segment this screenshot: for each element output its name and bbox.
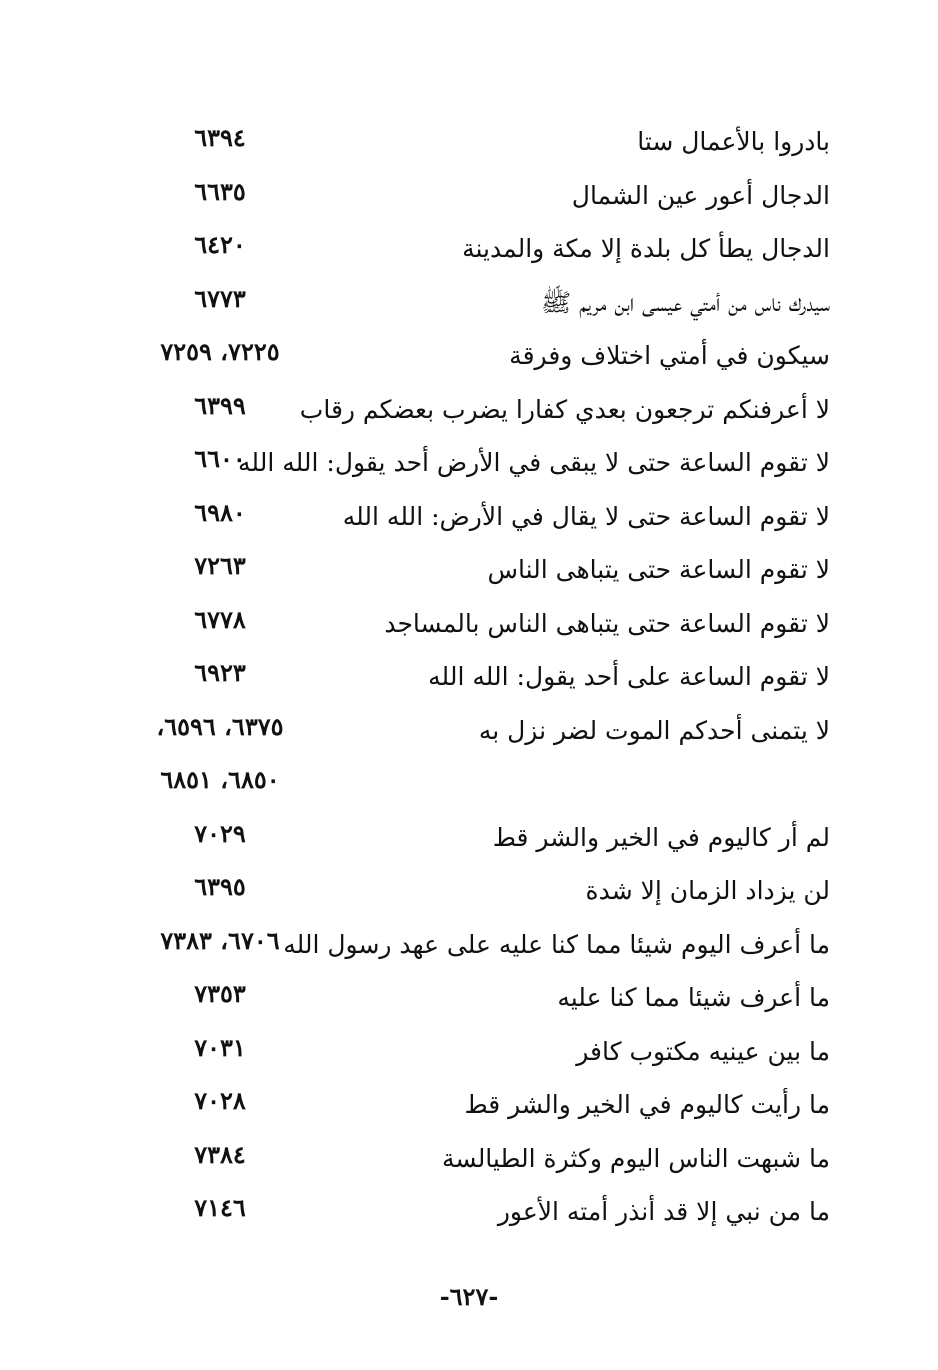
hadith-reference-numbers: ٦٣٩٤: [194, 123, 246, 152]
hadith-reference-numbers: ٧٠٢٨: [194, 1086, 246, 1115]
hadith-reference-numbers: ٧٣٨٤: [194, 1139, 246, 1169]
hadith-reference-numbers: ٧٠٣١: [194, 1032, 246, 1062]
index-entry: [0, 972, 938, 1026]
index-entry: [0, 919, 938, 973]
index-entry: [0, 491, 938, 545]
index-entry-continuation: [0, 758, 938, 812]
hadith-reference-numbers: ٦٣٩٥: [194, 872, 246, 901]
index-entry: [0, 384, 938, 438]
hadith-text: لن يزداد الزمان إلا شدة: [585, 876, 830, 905]
hadith-reference-numbers: ٦٧٧٨: [194, 604, 246, 634]
hadith-text: سيكون في أمتي اختلاف وفرقة: [509, 341, 830, 370]
hadith-text: الدجال يطأ كل بلدة إلا مكة والمدينة: [462, 234, 830, 263]
index-entry: [0, 598, 938, 652]
hadith-text: لم أر كاليوم في الخير والشر قط: [492, 822, 830, 852]
index-entry: [0, 116, 938, 170]
hadith-text: بادروا بالأعمال ستا: [637, 127, 830, 156]
hadith-reference-numbers: ٦٣٧٥، ٦٥٩٦،: [156, 711, 284, 741]
index-entry: [0, 1026, 938, 1080]
hadith-text: ما رأيت كاليوم في الخير والشر قط: [464, 1090, 830, 1119]
index-entry: [0, 330, 938, 384]
index-entry: [0, 544, 938, 598]
index-entry: [0, 223, 938, 277]
hadith-reference-numbers: ٧٢٢٥، ٧٢٥٩: [160, 337, 280, 366]
index-entry: [0, 277, 938, 331]
index-entry: [0, 170, 938, 224]
hadith-text: الدجال أعور عين الشمال: [571, 180, 830, 210]
index-entry: [0, 651, 938, 705]
hadith-text: ما أعرف شيئا مما كنا عليه: [557, 983, 830, 1012]
hadith-text: ما شبهت الناس اليوم وكثرة الطيالسة: [441, 1143, 830, 1173]
hadith-text: لا تقوم الساعة حتى لا يقال في الأرض: الله الله: [342, 501, 830, 531]
hadith-text: سيدرك ناس من أمتي عيسى ابن مريم ﷺ: [541, 287, 830, 317]
hadith-text: لا تقوم الساعة حتى يتباهى الناس: [487, 555, 830, 584]
index-entry: [0, 437, 938, 491]
hadith-index-list: [0, 116, 938, 1240]
hadith-reference-numbers: ٦٨٥٠، ٦٨٥١: [160, 765, 280, 794]
index-entry: [0, 705, 938, 759]
hadith-reference-numbers: ٦٧٠٦، ٧٣٨٣: [160, 925, 280, 955]
index-entry: [0, 865, 938, 919]
hadith-reference-numbers: ٧٢٦٣: [194, 551, 246, 580]
hadith-reference-numbers: ٦٩٢٣: [194, 658, 246, 687]
index-entry: [0, 812, 938, 866]
page-number: -٦٢٧-: [439, 1282, 499, 1311]
hadith-reference-numbers: ٦٦٣٥: [194, 176, 246, 206]
hadith-reference-numbers: ٧١٤٦: [194, 1193, 246, 1222]
hadith-reference-numbers: ٧٠٢٩: [194, 818, 246, 848]
hadith-reference-numbers: ٦٧٧٣: [194, 283, 246, 313]
hadith-reference-numbers: ٦٣٩٩: [194, 390, 246, 420]
hadith-text: لا تقوم الساعة حتى يتباهى الناس بالمساجد: [384, 608, 830, 638]
hadith-reference-numbers: ٦٩٨٠: [194, 497, 246, 527]
hadith-reference-numbers: ٦٦٠٠: [194, 444, 246, 473]
hadith-text: ما أعرف اليوم شيئا مما كنا عليه على عهد رسول الله: [283, 929, 830, 959]
hadith-text: لا تقوم الساعة حتى لا يبقى في الأرض أحد يقول: الله الله: [238, 448, 830, 477]
hadith-text: لا أعرفنكم ترجعون بعدي كفارا يضرب بعضكم رقاب: [299, 394, 830, 424]
index-entry: [0, 1133, 938, 1187]
index-entry: [0, 1079, 938, 1133]
hadith-text: لا يتمنى أحدكم الموت لضر نزل به: [478, 715, 830, 745]
hadith-reference-numbers: ٦٤٢٠: [194, 230, 246, 259]
hadith-text: ما من نبي إلا قد أنذر أمته الأعور: [497, 1197, 830, 1226]
hadith-text: ما بين عينيه مكتوب كافر: [576, 1036, 830, 1066]
hadith-text: لا تقوم الساعة على أحد يقول: الله الله: [428, 662, 830, 691]
hadith-reference-numbers: ٧٣٥٣: [194, 979, 246, 1008]
index-entry: [0, 1186, 938, 1240]
